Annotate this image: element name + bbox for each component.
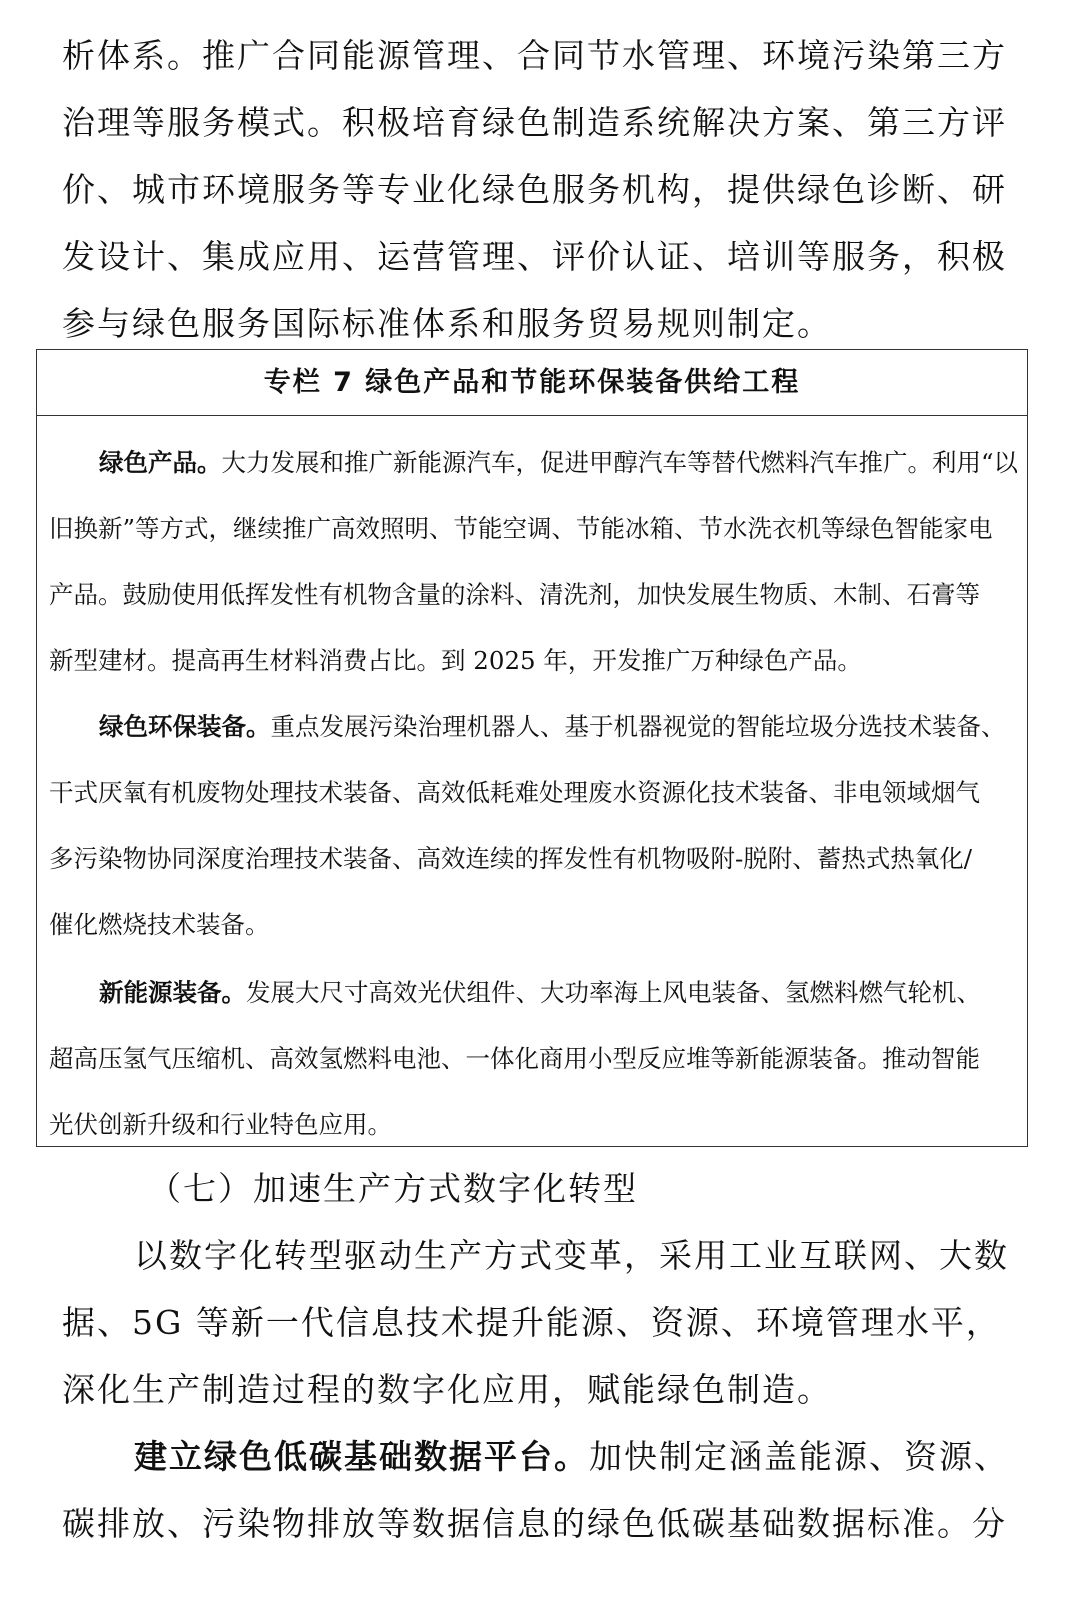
section-heading: （七）加速生产方式数字化转型 xyxy=(148,1169,638,1208)
paragraph-first-line xyxy=(62,1423,1022,1490)
paragraph-line: 据、5G 等新一代信息技术提升能源、资源、环境管理水平， xyxy=(62,1303,1001,1342)
paragraph-lead: 建立绿色低碳基础数据平台。 xyxy=(134,1437,589,1476)
column-box xyxy=(36,349,1028,1147)
section-lead: 绿色产品。 xyxy=(99,448,222,477)
box-section-first-line xyxy=(49,960,1019,1026)
intro-line: 发设计、集成应用、运营管理、评价认证、培训等服务，积极 xyxy=(62,237,1007,276)
section-text: 大力发展和推广新能源汽车，促进甲醇汽车等替代燃料汽车推广。利用“以 xyxy=(221,448,1019,477)
section-lead: 绿色环保装备。 xyxy=(99,712,271,741)
intro-paragraph xyxy=(62,22,1022,357)
section7-paragraph-2 xyxy=(62,1423,1022,1557)
section-text: 重点发展污染治理机器人、基于机器视觉的智能垃圾分选技术装备、 xyxy=(270,712,1006,741)
section-lead: 新能源装备。 xyxy=(99,978,246,1007)
box-section-line: 多污染物协同深度治理技术装备、高效连续的挥发性有机物吸附-脱附、蓄热式热氧化/ xyxy=(49,844,973,873)
intro-line: 参与绿色服务国际标准体系和服务贸易规则制定。 xyxy=(62,304,832,343)
box-section-line: 超高压氢气压缩机、高效氢燃料电池、一体化商用小型反应堆等新能源装备。推动智能 xyxy=(49,1044,980,1073)
box-section-line: 新型建材。提高再生材料消费占比。到 2025 年，开发推广万种绿色产品。 xyxy=(49,646,862,675)
column-box-title: 专栏 7 绿色产品和节能环保装备供给工程 xyxy=(37,350,1027,416)
box-section-line: 旧换新”等方式，继续推广高效照明、节能空调、节能冰箱、节水洗衣机等绿色智能家电 xyxy=(49,514,993,543)
section7-paragraph-1 xyxy=(62,1222,1022,1423)
paragraph-line: 深化生产制造过程的数字化应用，赋能绿色制造。 xyxy=(62,1370,832,1409)
box-section-green-products xyxy=(49,430,1019,694)
paragraph-line: 以数字化转型驱动生产方式变革，采用工业互联网、大数 xyxy=(134,1236,1009,1275)
paragraph-text: 加快制定涵盖能源、资源、 xyxy=(589,1437,1009,1476)
intro-line: 治理等服务模式。积极培育绿色制造系统解决方案、第三方评 xyxy=(62,103,1007,142)
intro-line: 价、城市环境服务等专业化绿色服务机构，提供绿色诊断、研 xyxy=(62,170,1007,209)
intro-line: 析体系。推广合同能源管理、合同节水管理、环境污染第三方 xyxy=(62,36,1007,75)
box-section-new-energy xyxy=(49,960,1019,1158)
box-section-line: 催化燃烧技术装备。 xyxy=(49,910,270,939)
paragraph-line: 碳排放、污染物排放等数据信息的绿色低碳基础数据标准。分 xyxy=(62,1504,1007,1543)
box-section-line: 产品。鼓励使用低挥发性有机物含量的涂料、清洗剂，加快发展生物质、木制、石膏等 xyxy=(49,580,980,609)
box-section-line: 干式厌氧有机废物处理技术装备、高效低耗难处理废水资源化技术装备、非电领域烟气 xyxy=(49,778,980,807)
box-section-first-line xyxy=(49,430,1019,496)
section-text: 发展大尺寸高效光伏组件、大功率海上风电装备、氢燃料燃气轮机、 xyxy=(246,978,981,1007)
box-section-first-line xyxy=(49,694,1019,760)
box-section-line: 光伏创新升级和行业特色应用。 xyxy=(49,1110,392,1139)
box-section-green-equipment xyxy=(49,694,1019,958)
